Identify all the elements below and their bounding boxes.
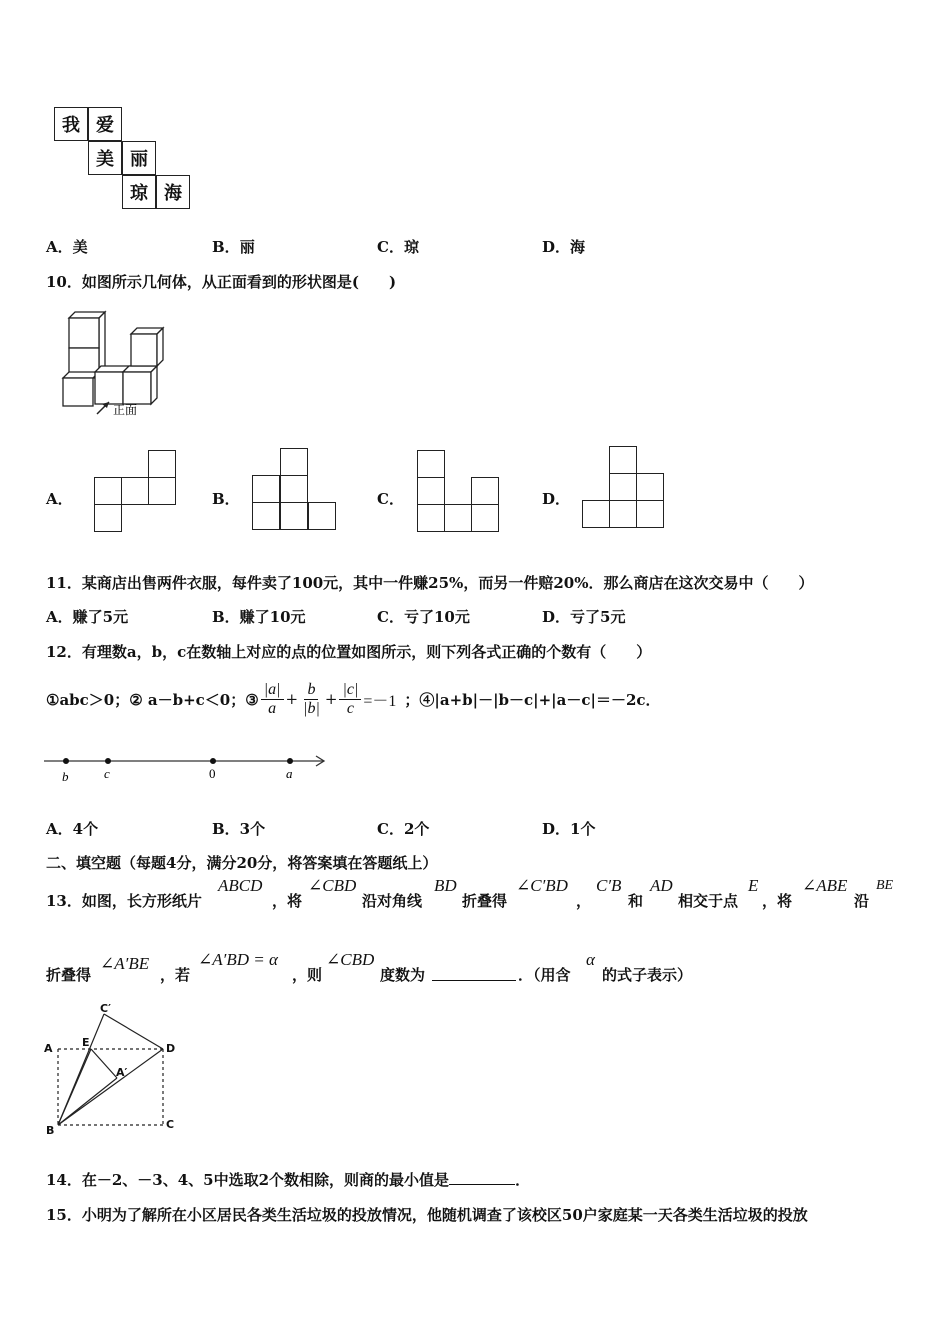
net-cell: 爱	[88, 107, 122, 141]
fig-label-a-prime: A′	[116, 1066, 128, 1079]
math-angle-c-prime-bd: ∠C′BD	[516, 876, 568, 895]
q11-option-b: B．赚了10元	[212, 608, 306, 626]
math-angle-cbd: ∠CBD	[326, 950, 375, 969]
answer-blank[interactable]	[449, 1170, 515, 1185]
front-label: 正面	[113, 403, 138, 417]
fig-label-c-prime: C′	[100, 1002, 111, 1015]
q13-text: ．（用含	[518, 966, 571, 984]
option-label: C．	[377, 238, 404, 256]
fraction-denominator: c	[346, 699, 354, 717]
cube-stack-figure	[55, 308, 175, 424]
q13-text: 的式子表示）	[602, 966, 693, 984]
option-text: 琼	[403, 238, 419, 256]
math-e: E	[748, 876, 759, 895]
q13-text: 度数为	[380, 966, 426, 984]
equals-minus-one: =－1	[363, 692, 397, 710]
net-cell: 琼	[122, 175, 156, 209]
q9-option-c	[377, 236, 419, 257]
math-alpha: α	[586, 950, 595, 969]
math-angle-a-prime-bd-alpha: ∠A′BD = α	[198, 950, 278, 969]
statement-1-2: ①abc＞0；② a－b+c＜0；③	[46, 690, 259, 709]
q11-option-d: D．亏了5元	[542, 608, 626, 626]
fraction-numerator: |c|	[339, 681, 361, 700]
section-2-heading: 二、填空题（每题4分，满分20分，将答案填在答题纸上）	[46, 854, 438, 872]
option-text: 海	[570, 238, 586, 256]
q13-text: ，则	[292, 966, 323, 984]
q12-text: 12．有理数a，b，c在数轴上对应的点的位置如图所示，则下列各式正确的个数有（ ）	[46, 643, 652, 661]
q13-text: ，将	[272, 892, 303, 910]
math-abcd: ABCD	[218, 876, 263, 895]
q13-text: 折叠得	[46, 966, 92, 984]
math-c-prime-b: C′B	[596, 876, 622, 895]
option-text: 丽	[239, 238, 255, 256]
fig-label-a: A	[44, 1042, 53, 1055]
axis-label-a: a	[286, 766, 293, 781]
math-be: BE	[876, 878, 894, 893]
axis-label-c: c	[104, 766, 110, 781]
q13-text: ，若	[160, 966, 191, 984]
q13-text: 13．如图，长方形纸片	[46, 892, 202, 910]
q12-option-a: A．4个	[46, 820, 99, 838]
fraction-denominator: |b|	[303, 699, 320, 717]
q12-option-b: B．3个	[212, 820, 266, 838]
q13-text: 沿对角线	[362, 892, 423, 910]
option-text: 美	[72, 238, 88, 256]
q13-text: 和	[628, 892, 644, 910]
q13-text: 沿	[854, 892, 870, 910]
q13-text: 相交于点	[678, 892, 739, 910]
q13-text: ，将	[762, 892, 793, 910]
axis-label-0: 0	[209, 766, 216, 781]
math-angle-abe: ∠ABE	[802, 876, 848, 895]
math-angle-cbd: ∠CBD	[308, 876, 357, 895]
net-cell: 海	[156, 175, 190, 209]
q12-option-c: C．2个	[377, 820, 430, 838]
q13-text: 折叠得	[462, 892, 508, 910]
fig-label-b: B	[46, 1124, 55, 1137]
math-ad: AD	[650, 876, 673, 895]
q9-option-a	[46, 236, 88, 257]
q12-option-d: D．1个	[542, 820, 596, 838]
folded-rectangle-figure	[40, 1000, 190, 1140]
q13-line-2	[46, 950, 926, 990]
fraction-denominator: a	[268, 699, 277, 717]
q13-line-1	[46, 876, 926, 920]
fig-label-c: C	[166, 1118, 175, 1131]
net-cell: 丽	[122, 141, 156, 175]
fraction-c	[339, 681, 361, 718]
number-line	[44, 750, 334, 786]
answer-blank[interactable]	[432, 980, 516, 981]
option-label: B．	[212, 238, 240, 256]
q11-text: 11．某商店出售两件衣服，每件卖了100元，其中一件赚25%，而另一件赔20%．那么商店在这次交易中（ ）	[46, 574, 814, 592]
q14-end: ．	[515, 1171, 531, 1189]
q13-text: ，	[576, 892, 592, 910]
fraction-b	[300, 681, 323, 718]
option-label: D．	[542, 238, 571, 256]
math-angle-a-prime-be: ∠A′BE	[100, 954, 150, 973]
q10-option-b: B．	[212, 490, 240, 508]
statement-4: ；④|a+b|－|b－c|+|a－c|＝－2c．	[404, 690, 661, 709]
q10-option-c: C．	[377, 490, 404, 508]
fraction-a	[261, 681, 284, 718]
q9-option-d	[542, 236, 585, 257]
q9-option-b	[212, 236, 255, 257]
q10-option-d: D．	[542, 490, 571, 508]
fraction-numerator: |a|	[261, 681, 284, 700]
fraction-numerator: b	[304, 681, 318, 700]
axis-label-b: b	[62, 769, 69, 784]
q11-option-c: C．亏了10元	[377, 608, 470, 626]
q12-statements: ①abc＞0；② a－b+c＜0；③ $\frac{|a|}{a}$ + $\frac{b}{|b|}$ + $\frac{|c|}{c}$ =－1 ；④|a+b|－|b－c|+|a－c|＝－2c．	[46, 680, 661, 717]
fig-label-e: E	[82, 1036, 90, 1049]
q15-text: 15．小明为了解所在小区居民各类生活垃圾的投放情况，他随机调查了该校区50户家庭某一天各类生活垃圾的投放	[46, 1206, 808, 1224]
net-cell: 我	[54, 107, 88, 141]
q10-option-a: A．	[46, 490, 73, 508]
q10-text: 10．如图所示几何体，从正面看到的形状图是( )	[46, 273, 397, 291]
net-cell: 美	[88, 141, 122, 175]
q14	[46, 1169, 530, 1190]
fig-label-d: D	[166, 1042, 176, 1055]
q11-option-a: A．赚了5元	[46, 608, 129, 626]
option-label: A．	[46, 238, 73, 256]
q14-text: 14．在－2、－3、4、5中选取2个数相除，则商的最小值是	[46, 1171, 450, 1189]
math-bd: BD	[434, 876, 457, 895]
